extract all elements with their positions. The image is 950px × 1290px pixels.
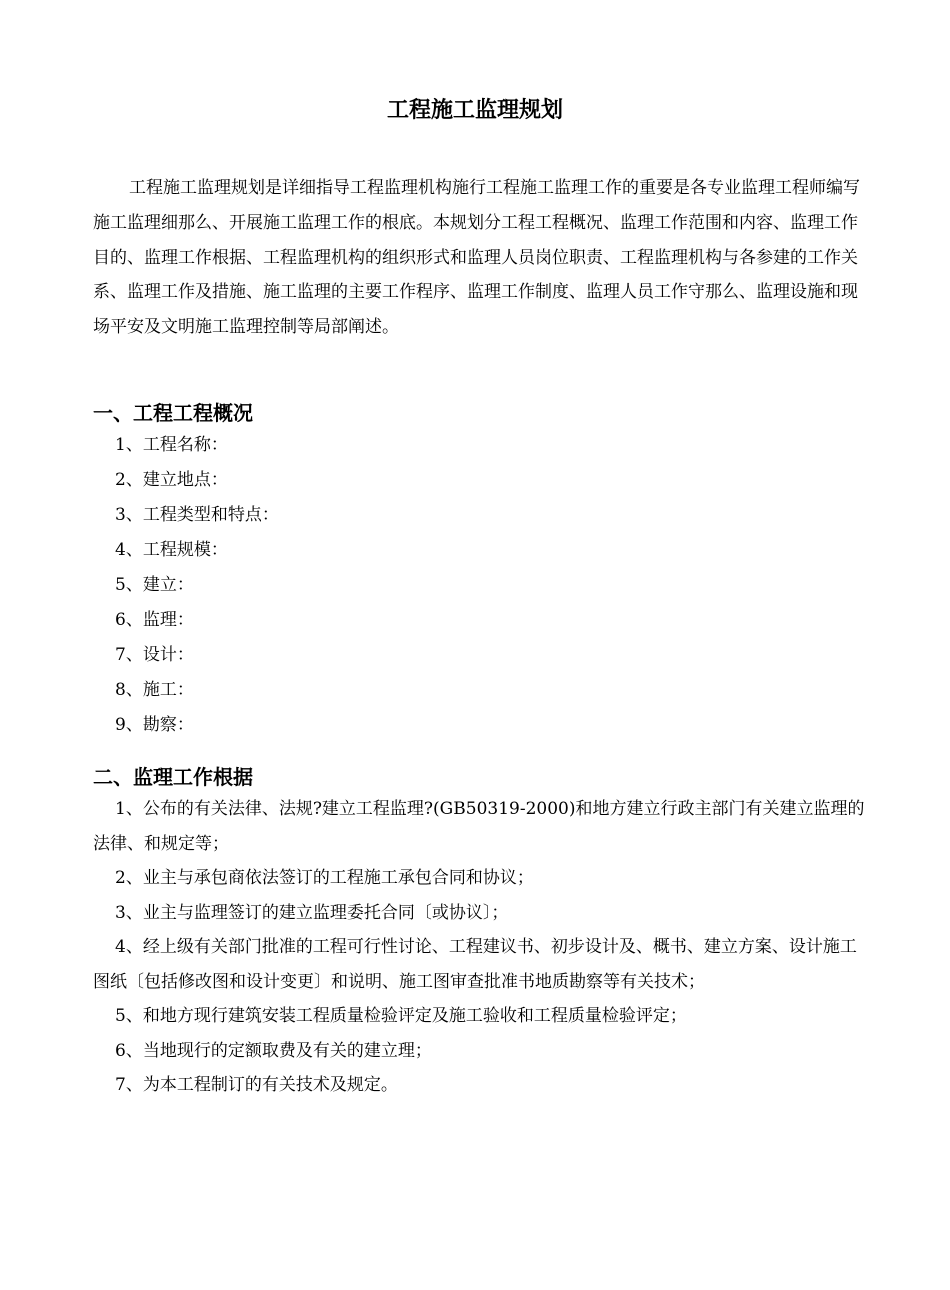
document-title: 工程施工监理规划 xyxy=(386,98,563,123)
list-item: 2、建立地点： xyxy=(115,470,228,490)
list-item: 2、业主与承包商依法签订的工程施工承包合同和协议； xyxy=(115,868,534,888)
list-item: 5、和地方现行建筑安装工程质量检验评定及施工验收和工程质量检验评定； xyxy=(115,1006,687,1026)
section-heading-project-overview: 一、工程工程概况 xyxy=(93,401,253,425)
list-item: 6、监理： xyxy=(115,610,194,630)
list-item: 7、设计： xyxy=(115,645,194,665)
list-item: 1、公布的有关法律、法规?建立工程监理?(GB50319-2000)和地方建立行政主部门有关建立监理的法律、和规定等； xyxy=(93,799,865,854)
list-item: 6、当地现行的定额取费及有关的建立理； xyxy=(115,1040,432,1061)
project-overview-list xyxy=(93,428,868,743)
section-heading-supervision-basis: 二、监理工作根据 xyxy=(93,765,253,789)
list-item: 3、工程类型和特点： xyxy=(115,505,279,525)
list-item: 9、勘察： xyxy=(115,715,194,735)
list-item: 4、经上级有关部门批准的工程可行性讨论、工程建议书、初步设计及、概书、建立方案、设计施工图纸〔包括修改图和设计变更〕和说明、施工图审查批准书地质勘察等有关技术； xyxy=(93,937,857,992)
list-item: 1、工程名称： xyxy=(115,435,228,455)
list-item: 5、建立： xyxy=(115,575,194,595)
supervision-basis-list xyxy=(93,792,868,1103)
list-item: 8、施工： xyxy=(115,680,194,700)
list-item: 7、为本工程制订的有关技术及规定。 xyxy=(115,1075,398,1095)
list-item: 3、业主与监理签订的建立监理委托合同〔或协议〕； xyxy=(115,902,509,923)
intro-paragraph: 工程施工监理规划是详细指导工程监理机构施行工程施工监理工作的重要是各专业监理工程师编写施工监理细那么、开展施工监理工作的根底。本规划分工程工程概况、监理工作范围和内容、监理工作目的、监理工作根据、工程监理机构的组织形式和监理人员岗位职责、工程监理机构与各参建的工作关系、监理工作及措施、施工监理的主要工作程序、监理工作制度、监理人员工作守那么、监理设施和现场平安及文明施工监理控制等局部阐述。 xyxy=(93,178,860,338)
list-item: 4、工程规模： xyxy=(115,540,228,560)
